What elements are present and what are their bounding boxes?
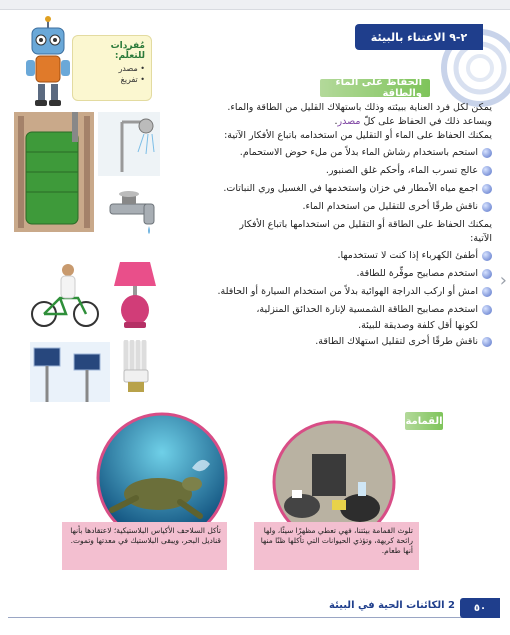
energy-lead-text-cont: الآتية: bbox=[470, 233, 492, 244]
bullet-icon bbox=[482, 166, 492, 176]
table-lamp-illustration bbox=[110, 258, 160, 330]
lesson-title: ٢-٩ الاعتناء بالبيئة bbox=[355, 24, 483, 50]
next-page-arrow-icon[interactable]: › bbox=[499, 270, 507, 291]
footer-book-title: 2 الكائنات الحية في البيئة bbox=[329, 600, 455, 611]
list-item: ناقش طرقًا أخرى لتقليل استهلاك الطاقة. bbox=[162, 336, 492, 347]
vocabulary-box bbox=[72, 35, 152, 101]
rain-tank-illustration bbox=[14, 112, 94, 232]
footer-divider bbox=[8, 617, 490, 618]
robot-mascot-icon bbox=[22, 16, 74, 108]
caption-turtle: تأكل السلاحف الأكياس البلاستيكية؛ لاعتقادها بأنها قناديل البحر، ويبقى البلاستيك في معدتها وتموت. bbox=[62, 522, 227, 570]
bullet-icon bbox=[482, 251, 492, 261]
vocab-item: • تفريغ bbox=[79, 75, 145, 84]
list-item: استخدم مصابيح الطاقة الشمسية لإنارة الحدائق المنزلية، bbox=[162, 304, 492, 315]
bullet-icon bbox=[482, 269, 492, 279]
solar-street-light-illustration bbox=[30, 342, 110, 402]
faucet-illustration bbox=[108, 190, 166, 234]
section-banner-water-energy: الحفاظ على الماء والطاقة bbox=[320, 79, 430, 97]
bullet-icon bbox=[482, 287, 492, 297]
top-strip bbox=[0, 0, 510, 10]
list-item: اجمع مياه الأمطار في خزان واستخدمها في الغسيل وري النباتات. bbox=[162, 183, 492, 194]
list-item: استخدم مصابيح موفِّرة للطاقة. bbox=[162, 268, 492, 279]
water-lead-text: يمكنك الحفاظ على الماء أو التقليل من استخدامه باتباع الأفكار الآتية: bbox=[224, 130, 492, 141]
bullet-icon bbox=[482, 305, 492, 315]
energy-lead-text: يمكنك الحفاظ على الطاقة أو التقليل من استخدامها باتباع الأفكار bbox=[239, 219, 492, 230]
vocab-item: • مصدر bbox=[79, 64, 145, 73]
caption-litter: تلوث القمامة بيئتنا، فهي تعطي مظهرًا سيئًا، ولها رائحة كريهة، وتؤذي الحيوانات التي تأكلها ظنًا منها أنها طعام. bbox=[254, 522, 419, 570]
vocabulary-title: مُفردات للتعلّم: bbox=[110, 41, 145, 61]
bullet-icon bbox=[482, 337, 492, 347]
list-item: امش أو اركب الدراجة الهوائية بدلاً من استخدام السيارة أو الحافلة. bbox=[162, 286, 492, 297]
cyclist-illustration bbox=[30, 258, 100, 330]
page-number: ٥٠ bbox=[460, 598, 500, 618]
list-item: استحم باستخدام رشاش الماء بدلاً من ملء حوض الاستحمام. bbox=[162, 147, 492, 158]
term-source: مصدر bbox=[337, 116, 361, 127]
intro-line-2: ويساعد ذلك في الحفاظ على كلّ مصدر. bbox=[334, 116, 492, 127]
bullet-icon bbox=[482, 202, 492, 212]
bullet-icon bbox=[482, 148, 492, 158]
energy-saving-bulb-illustration bbox=[118, 340, 154, 396]
list-item-cont: لكونها أقل كلفة وصديقة للبيئة. bbox=[358, 320, 478, 331]
shower-illustration bbox=[98, 112, 160, 176]
list-item: أطفئ الكهرباء إذا كنت لا تستخدمها. bbox=[162, 250, 492, 261]
section-banner-litter: القمامة bbox=[405, 412, 443, 430]
intro-line-1: يمكن لكل فرد العناية ببيئته وذلك باستهلاك القليل من الطاقة والماء. bbox=[227, 102, 492, 113]
bullet-icon bbox=[482, 184, 492, 194]
list-item: عالج تسرب الماء، وأحكم غلق الصنبور. bbox=[162, 165, 492, 176]
list-item: ناقش طرقًا أخرى للتقليل من استخدام الماء. bbox=[162, 201, 492, 212]
